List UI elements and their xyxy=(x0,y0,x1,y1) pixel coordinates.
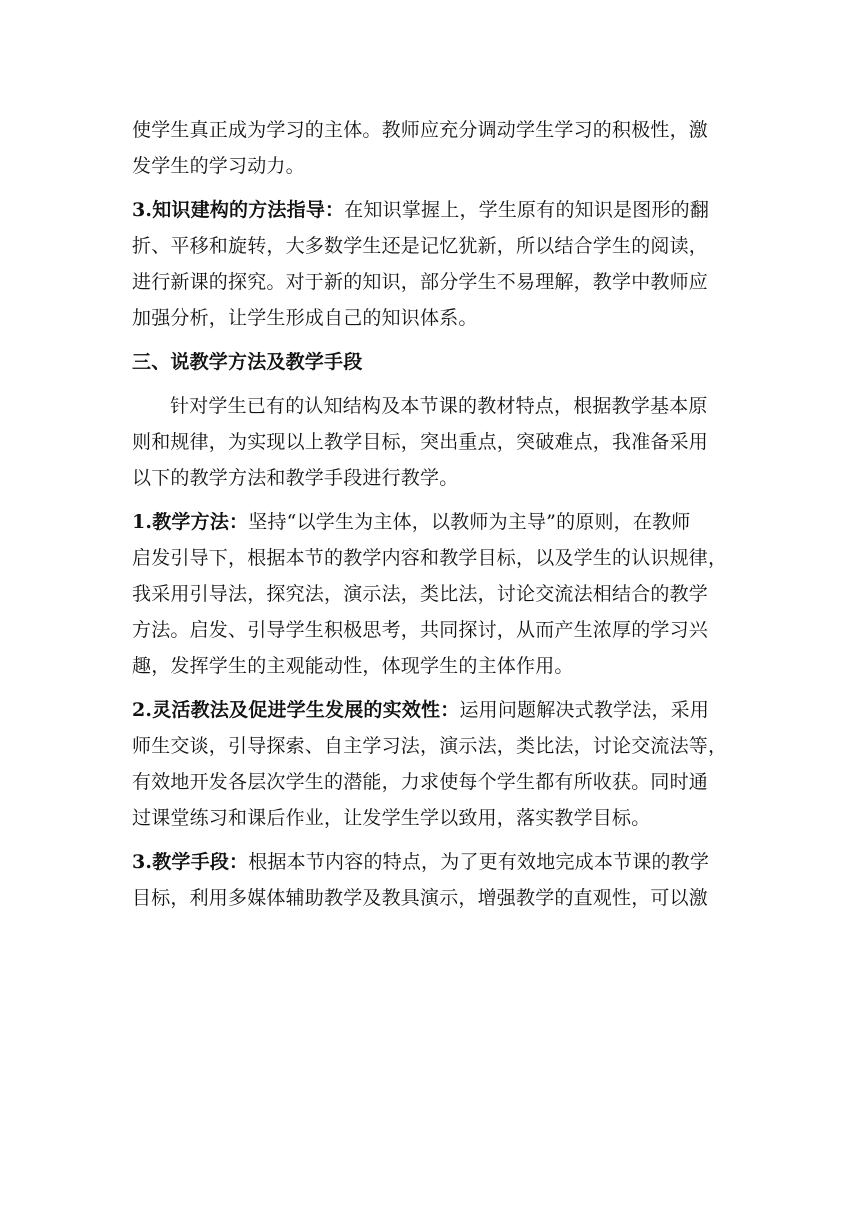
text-line: 进行新课的探究。对于新的知识，部分学生不易理解，教学中教师应 xyxy=(132,271,709,293)
text-line: 针对学生已有的认知结构及本节课的教材特点，根据教学基本原 xyxy=(170,395,708,417)
text-line: 方法。启发、引导学生积极思考，共同探讨，从而产生浓厚的学习兴 xyxy=(132,619,709,641)
text-line: 加强分析，让学生形成自己的知识体系。 xyxy=(132,307,478,329)
text-line: 师生交谈，引导探索、自主学习法，演示法，类比法，讨论交流法等， xyxy=(132,735,728,757)
text-run: 在知识掌握上，学生原有的知识是图形的翻 xyxy=(344,199,710,221)
text-line: 则和规律，为实现以上教学目标，突出重点，突破难点，我准备采用 xyxy=(132,431,709,453)
paragraph-label: 3.知识建构的方法指导： xyxy=(132,199,345,221)
paragraph-label: 2.灵活教法及促进学生发展的实效性： xyxy=(132,699,460,721)
section-heading: 三、说教学方法及教学手段 xyxy=(132,351,363,373)
text-line: 我采用引导法，探究法，演示法，类比法，讨论交流法相结合的教学 xyxy=(132,583,709,605)
paragraph-teaching-means xyxy=(132,844,732,916)
text-line: 过课堂练习和课后作业，让发学生学以致用，落实教学目标。 xyxy=(132,807,651,829)
paragraph-teaching-method xyxy=(132,504,732,684)
text-run: 运用问题解决式教学法，采用 xyxy=(459,699,710,721)
text-run: 坚持“以学生为主体，以教师为主导”的原则，在教师 xyxy=(248,511,691,533)
text-run: 根据本节内容的特点，为了更有效地完成本节课的教学 xyxy=(248,851,710,873)
text-line: 趣，发挥学生的主观能动性，体现学生的主体作用。 xyxy=(132,655,574,677)
text-line: 以下的教学方法和教学手段进行教学。 xyxy=(132,467,459,489)
document-content xyxy=(132,112,732,924)
paragraph-flexible-teaching xyxy=(132,692,732,836)
paragraph-label: 1.教学方法： xyxy=(132,511,249,533)
text-line: 发学生的学习动力。 xyxy=(132,155,305,177)
paragraph-method-intro xyxy=(132,388,732,496)
paragraph-intro xyxy=(132,112,732,184)
text-line: 有效地开发各层次学生的潜能，力求使每个学生都有所收获。同时通 xyxy=(132,771,709,793)
text-line: 折、平移和旋转，大多数学生还是记忆犹新，所以结合学生的阅读， xyxy=(132,235,709,257)
text-line xyxy=(132,192,732,228)
paragraph-knowledge-construction xyxy=(132,192,732,336)
text-line: 使学生真正成为学习的主体。教师应充分调动学生学习的积极性，激 xyxy=(132,119,709,141)
paragraph-label: 3.教学手段： xyxy=(132,851,249,873)
text-line xyxy=(132,692,732,728)
text-line xyxy=(132,504,732,540)
text-line xyxy=(132,844,732,880)
text-line: 启发引导下，根据本节的教学内容和教学目标，以及学生的认识规律， xyxy=(132,547,728,569)
text-line: 目标，利用多媒体辅助教学及教具演示，增强教学的直观性，可以激 xyxy=(132,887,709,909)
